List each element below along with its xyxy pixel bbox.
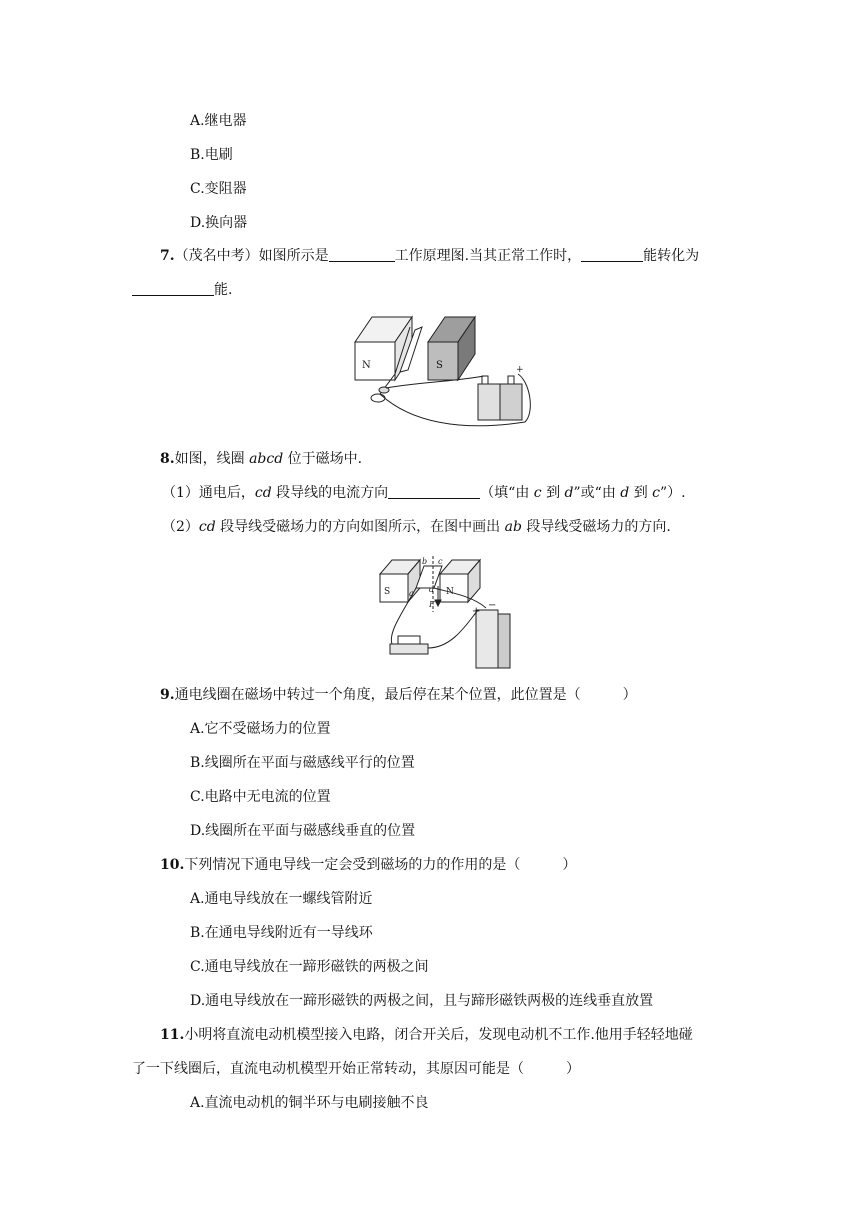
q8-s1-cd: cd [254, 485, 272, 501]
q8-s1-f: 到 [629, 485, 653, 501]
q10-stem [160, 855, 576, 875]
q9-option-b: B.线圈所在平面与磁感线平行的位置 [190, 755, 415, 771]
q11-stem-cont: 了一下线圈后，直流电动机模型开始正常转动，其原因可能是（ ） [132, 1061, 580, 1077]
q8-s1-d-it: d [564, 485, 574, 501]
q7-figure-motor [350, 312, 535, 437]
q9-text: 通电线圈在磁场中转过一个角度，最后停在某个位置，此位置是（ ） [174, 687, 637, 703]
q8-text-abcd: abcd [249, 451, 284, 467]
q9-number: 9. [160, 687, 175, 703]
q7-source: （茂名中考） [174, 248, 259, 264]
q8-s1-c-it: c [533, 485, 542, 501]
q6-option-d: D.换向器 [190, 215, 248, 231]
q7-fig-label-plus: + [516, 365, 524, 375]
q7-blank-2[interactable] [581, 247, 643, 262]
q6-option-c: C.变阻器 [190, 181, 247, 197]
q8-s1-c: （填“由 [480, 485, 534, 501]
q7-stem-cont [132, 280, 232, 300]
q10-option-a: A.通电导线放在一螺线管附近 [190, 891, 373, 907]
q7-text-2: 工作原理图.当其正常工作时， [394, 248, 582, 264]
q7-text-1: 如图所示是 [258, 248, 329, 264]
q8-blank-1[interactable] [388, 484, 480, 499]
q7-blank-3[interactable] [132, 281, 214, 296]
q8-fig-label-s: S [384, 587, 391, 597]
q8-s1-d: 到 [541, 485, 565, 501]
q10-option-b: B.在通电导线附近有一导线环 [190, 925, 373, 941]
q8-fig-label-f: F [429, 600, 435, 609]
q8-figure-coil [378, 552, 528, 674]
q10-number: 10. [160, 857, 185, 873]
q8-s1-e: ”或“由 [573, 485, 621, 501]
q8-fig-label-n: N [446, 587, 454, 597]
q10-option-c: C.通电导线放在一蹄形磁铁的两极之间 [190, 959, 429, 975]
q9-option-d: D.线圈所在平面与磁感线垂直的位置 [190, 823, 416, 839]
q11-number: 11. [160, 1027, 185, 1043]
q7-fig-label-s: S [436, 360, 443, 371]
q9-option-a: A.它不受磁场力的位置 [190, 721, 331, 737]
q11-stem [160, 1025, 693, 1045]
q8-fig-label-plus: + [472, 606, 481, 617]
q7-fig-label-n: N [362, 360, 371, 371]
q8-fig-label-d: d [429, 585, 435, 594]
q8-s2-ab: ab [504, 519, 522, 535]
q8-s2-a: （2） [162, 519, 199, 535]
q8-stem [160, 449, 362, 469]
q11-option-a: A.直流电动机的铜半环与电刷接触不良 [190, 1095, 429, 1111]
q8-fig-label-minus: − [488, 600, 497, 611]
q7-blank-1[interactable] [329, 247, 395, 262]
q7-number: 7. [160, 248, 175, 264]
q7-text-3: 能转化为 [643, 248, 700, 264]
q8-fig-label-a: a [409, 589, 414, 598]
q6-option-b: B.电刷 [190, 147, 233, 163]
q8-text-b: 位于磁场中. [283, 451, 363, 467]
q10-option-d: D.通电导线放在一蹄形磁铁的两极之间，且与蹄形磁铁两极的连线垂直放置 [190, 993, 654, 1009]
q9-stem [160, 685, 637, 705]
q8-sub2 [162, 517, 671, 537]
q8-sub1 [162, 483, 686, 503]
q8-text-a: 如图，线圈 [174, 451, 250, 467]
q8-fig-label-c: c [438, 557, 443, 566]
q8-number: 8. [160, 451, 175, 467]
q7-stem [160, 246, 699, 266]
q8-s1-g: ”）. [660, 485, 686, 501]
q8-s1-e-it: d [620, 485, 630, 501]
q8-s2-b: 段导线受磁场力的方向如图所示，在图中画出 [215, 519, 505, 535]
q8-s2-c: 段导线受磁场力的方向. [521, 519, 671, 535]
q10-text: 下列情况下通电导线一定会受到磁场的力的作用的是（ ） [184, 857, 577, 873]
q8-fig-label-b: b [422, 557, 428, 566]
q9-option-c: C.电路中无电流的位置 [190, 789, 331, 805]
q6-option-a: A.继电器 [190, 113, 247, 129]
q8-s1-b: 段导线的电流方向 [271, 485, 389, 501]
q8-s1-f-it: c [652, 485, 660, 501]
q7-text-4: 能. [214, 282, 233, 298]
q11-text-1: 小明将直流电动机模型接入电路，闭合开关后，发现电动机不工作.他用手轻轻地碰 [184, 1027, 693, 1043]
q8-s1-a: （1）通电后， [162, 485, 255, 501]
q8-s2-cd: cd [198, 519, 216, 535]
